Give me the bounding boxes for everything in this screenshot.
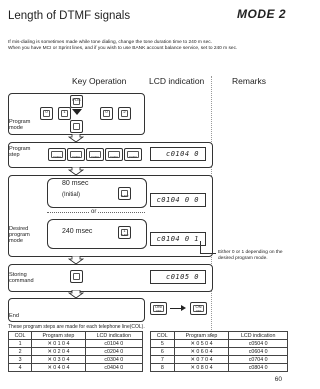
key-mode-4[interactable]: 2 <box>118 107 131 120</box>
step-header: Program step <box>32 332 86 340</box>
col-header: COL <box>151 332 175 340</box>
page-number: 60 <box>274 376 282 383</box>
program-table-right <box>150 331 288 372</box>
key-step-2[interactable]: THRU <box>67 148 85 161</box>
hollow-arrow-icon <box>68 134 84 142</box>
header-remarks: Remarks <box>232 76 267 86</box>
lcd-step: c0104 0 <box>150 147 206 161</box>
option-240-label: 240 msec <box>62 228 93 235</box>
key-mode-3[interactable]: 0 <box>100 107 113 120</box>
key-store[interactable] <box>70 270 83 283</box>
label-program-mode: Program mode <box>9 119 31 132</box>
label-storing: Storing command <box>9 272 34 285</box>
table-row: 3 ✕ 0 3 0 4 c0304 0 <box>9 356 143 364</box>
key-step-1[interactable]: THRU <box>48 148 66 161</box>
label-end: End <box>9 313 19 319</box>
key-mode-2[interactable]: 1 <box>58 107 71 120</box>
key-step-5[interactable]: THRU <box>124 148 142 161</box>
table-row: 5 ✕ 0 5 0 4 c0504 0 <box>151 340 288 348</box>
header-key-operation: Key Operation <box>72 76 127 86</box>
table-row: 2 ✕ 0 2 0 4 c0204 0 <box>9 348 143 356</box>
or-label: or <box>91 209 97 215</box>
key-240[interactable]: 1 THRU <box>118 226 131 239</box>
row-end <box>8 298 145 322</box>
hollow-arrow-icon <box>68 256 84 264</box>
key-mode-1[interactable]: 0 <box>40 107 53 120</box>
mode-label: MODE 2 <box>236 7 286 21</box>
option-80-initial: (Initial) <box>62 192 81 198</box>
lcd-header: LCD indication <box>229 332 288 340</box>
program-table-left <box>8 331 143 372</box>
arrow-right-icon <box>181 305 186 311</box>
table-row: 7 ✕ 0 7 0 4 c0704 0 <box>151 356 288 364</box>
lcd-header: LCD indication <box>85 332 142 340</box>
option-80-label: 80 msec <box>62 180 89 187</box>
hollow-arrow-icon <box>68 167 84 175</box>
step-header: Program step <box>174 332 229 340</box>
table-caption: These program steps are made for each telephone line(COL). <box>8 324 145 330</box>
note-line-2: When you have MCI or Sprint lines, and if you wish to use BANK account balance service, set to 240 m sec. <box>8 46 238 51</box>
lcd-store: c0105 0 <box>150 270 206 284</box>
key-step-3[interactable]: THRU <box>86 148 104 161</box>
remark-leader-h <box>200 253 216 254</box>
key-80[interactable]: THRU <box>118 187 131 200</box>
label-desired-mode: Desired program mode <box>9 226 30 245</box>
key-step-4[interactable]: THRU <box>105 148 123 161</box>
note-line-1: If mis-dialing is sometimes made while tone dialing, change the tone duration time to 240 m sec. <box>8 40 212 45</box>
key-mode-5[interactable] <box>70 120 83 133</box>
remark-leader <box>200 241 201 253</box>
key-pos[interactable]: POS <box>70 95 83 108</box>
remark-text: Either 0 or 1 depending on the desired program mode. <box>218 250 283 262</box>
label-program-step: Program step <box>9 146 31 159</box>
header-lcd: LCD indication <box>149 76 205 86</box>
key-on[interactable]: ON OFF <box>190 302 207 315</box>
col-header: COL <box>9 332 32 340</box>
lcd-80: c0104 0 0 <box>150 193 206 207</box>
key-on-off[interactable]: ON/ OFF <box>150 302 167 315</box>
hollow-arrow-icon <box>68 290 84 298</box>
table-row: 8 ✕ 0 8 0 4 c0804 0 <box>151 364 288 372</box>
table-row: 1 ✕ 0 1 0 4 c0104 0 <box>9 340 143 348</box>
arrow-down-icon <box>72 109 82 115</box>
page-title: Length of DTMF signals <box>8 10 131 22</box>
lcd-240: c0104 0 1 <box>150 232 206 246</box>
table-row: 6 ✕ 0 6 0 4 c0604 0 <box>151 348 288 356</box>
table-row: 4 ✕ 0 4 0 4 c0404 0 <box>9 364 143 372</box>
